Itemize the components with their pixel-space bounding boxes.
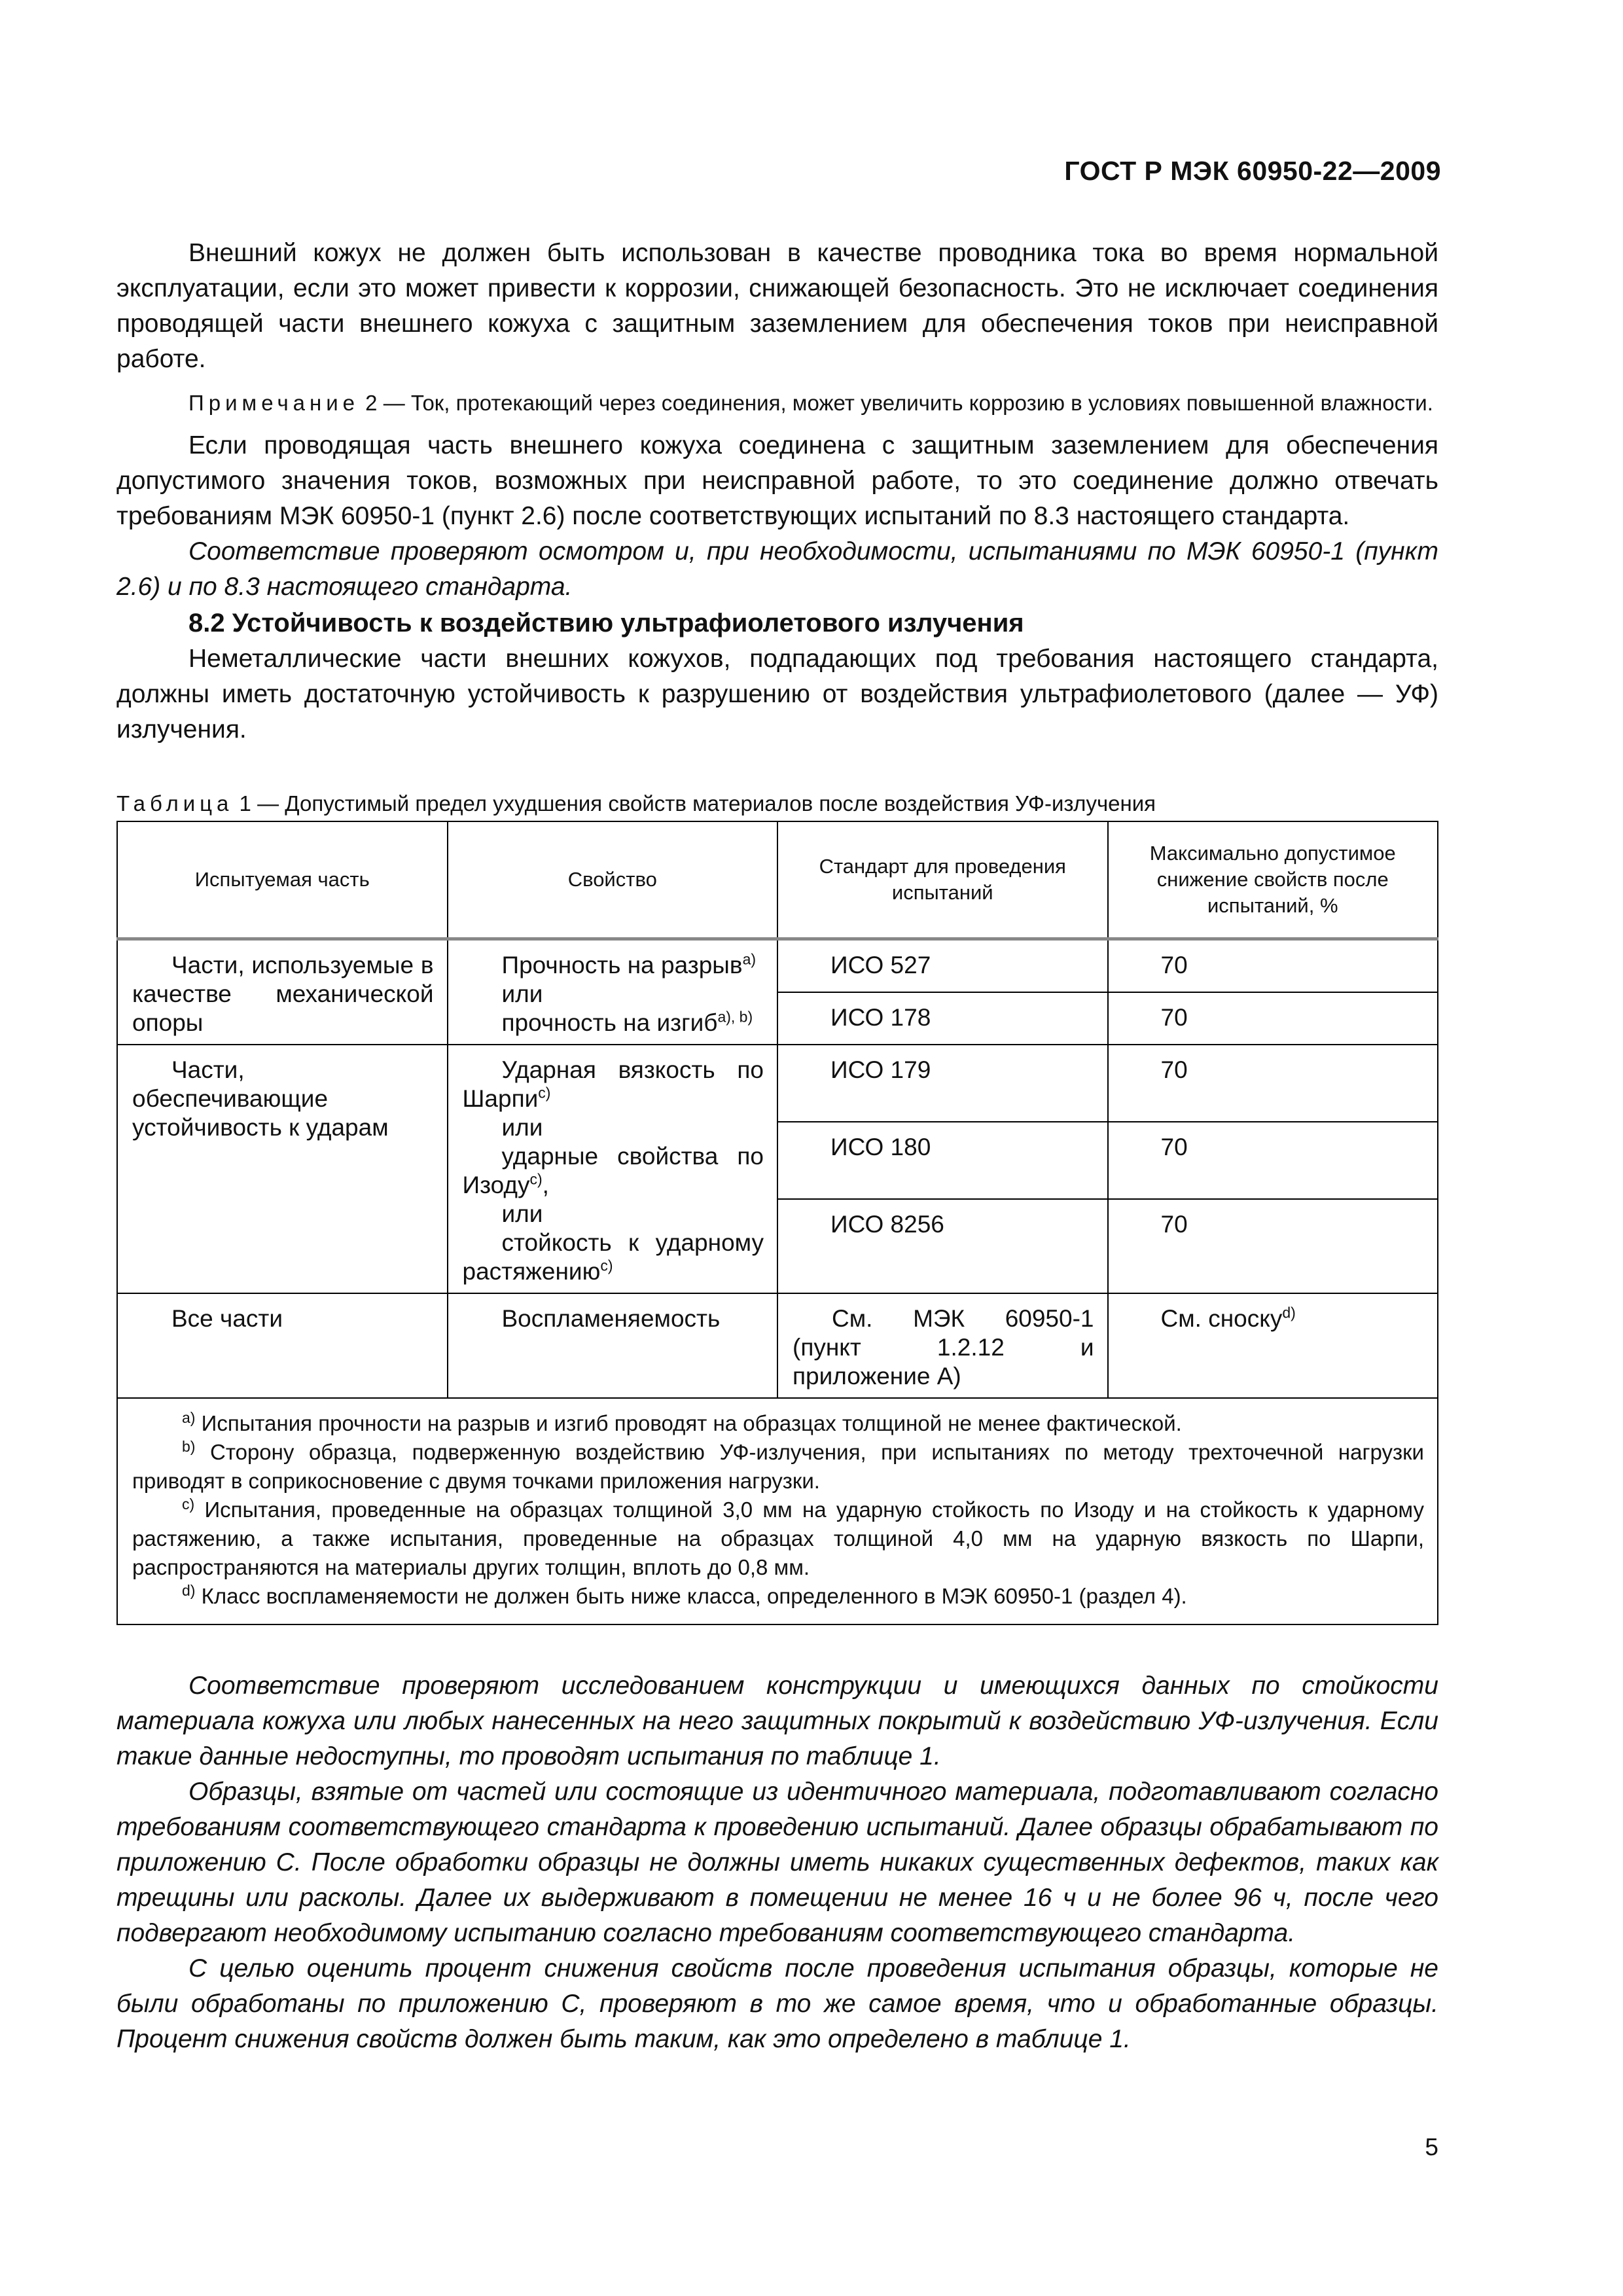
cell-standard-flammability: См. МЭК 60950-1 (пункт 1.2.12 и приложение А) <box>777 1293 1108 1398</box>
cell-standard: ИСО 179 <box>777 1045 1108 1122</box>
cell-property-impact: Ударная вязкость по Шарпи$^{с)}$ или ударные свойства по Изоду$^{с)}$, или стойкость к ударному растяжению$^{с)}$ <box>448 1045 778 1293</box>
table-footnotes <box>117 1398 1438 1624</box>
table-header-row <box>117 821 1438 939</box>
paragraph-reduction: С целью оценить процент снижения свойств после проведения испытания образцы, которые не были обработаны по приложению С, проверяют в то же самое время, что и обработанные образцы. Процент снижения свойств должен быть таким, как это определено в таблице 1. <box>116 1954 1438 2053</box>
table-footnotes-row <box>117 1398 1438 1624</box>
footnote-b: $^{b)}$ Сторону образца, подверженную воздействию УФ-излучения, при испытаниях по методу трехточечной нагрузки приводят в соприкосновение с двумя точками приложения нагрузки. <box>132 1438 1424 1493</box>
column-header-max-reduction: Максимально допустимое снижение свойств после испытаний, % <box>1108 821 1438 939</box>
cell-value: 70 <box>1108 1122 1438 1199</box>
paragraph-grounding: Если проводящая часть внешнего кожуха соединена с защитным заземлением для обеспечения допустимого значения токов, возможных при неисправной работе, то это соединение должно отвечать требованиям МЭК 60950-1 (пункт 2.6) после соответствующих испытаний по 8.3 настоящего стандарта. <box>116 431 1438 530</box>
paragraph-enclosure-current: Внешний кожух не должен быть использован в качестве проводника тока во время нормальной эксплуатации, если это может привести к коррозии, снижающей безопасность. Это не исключает соединения проводящей части внешнего кожуха с защитным заземлением для обеспечения токов при неисправной работе. <box>116 239 1438 373</box>
cell-standard: ИСО 180 <box>777 1122 1108 1199</box>
paragraph-uv-resistance: Неметаллические части внешних кожухов, подпадающих под требования настоящего стандарта, должны иметь достаточную устойчивость к разрушению от воздействия ультрафиолетового (далее — УФ) излучения. <box>116 645 1438 744</box>
cell-value: 70 <box>1108 1199 1438 1293</box>
table-row <box>117 1293 1438 1398</box>
table-row <box>117 1045 1438 1122</box>
cell-standard: ИСО 8256 <box>777 1199 1108 1293</box>
page-content <box>116 236 1438 2057</box>
cell-value: 70 <box>1108 992 1438 1045</box>
paragraph-compliance-1: Соответствие проверяют осмотром и, при необходимости, испытаниями по МЭК 60950-1 (пункт 2.6) и по 8.3 настоящего стандарта. <box>116 537 1438 601</box>
document-header: ГОСТ Р МЭК 60950-22—2009 <box>1064 156 1441 186</box>
cell-part-all: Все части <box>117 1293 448 1398</box>
cell-part-impact: Части, обеспечивающие устойчивость к ударам <box>117 1045 448 1293</box>
cell-value-flammability: См. сноску$^{d)}$ <box>1108 1293 1438 1398</box>
cell-value: 70 <box>1108 939 1438 993</box>
cell-standard: ИСО 178 <box>777 992 1108 1045</box>
footnote-c: $^{с)}$ Испытания, проведенные на образцах толщиной 3,0 мм на ударную стойкость по Изоду и на стойкость к ударному растяжению, а также испытания, проведенные на образцах толщиной 4,0 мм на ударную вязкость по Шарпи, распространяются на материалы других толщин, вплоть до 0,8 мм. <box>132 1496 1424 1579</box>
cell-property-flammability: Воспламеняемость <box>448 1293 778 1398</box>
paragraph-compliance-uv: Соответствие проверяют исследованием конструкции и имеющихся данных по стойкости материала кожуха или любых нанесенных на него защитных покрытий к воздействию УФ-излучения. Если такие данные недоступны, то проводят испытания по таблице 1. <box>116 1672 1438 1770</box>
table-row <box>117 939 1438 993</box>
cell-standard: ИСО 527 <box>777 939 1108 993</box>
column-header-property: Свойство <box>448 821 778 939</box>
table-caption-text: 1 — Допустимый предел ухудшения свойств материалов после воздействия УФ-излучения <box>233 791 1156 816</box>
footnote-d: $^{d)}$ Класс воспламеняемости не должен быть ниже класса, определенного в МЭК 60950-1 (раздел 4). <box>182 1582 1187 1608</box>
note-text: 2 — Ток, протекающий через соединения, может увеличить коррозию в условиях повышенной влажности. <box>359 391 1433 415</box>
page-number: 5 <box>1425 2134 1438 2161</box>
footnote-a: $^{а)}$ Испытания прочности на разрыв и изгиб проводят на образцах толщиной не менее фактической. <box>182 1409 1182 1435</box>
paragraph-samples: Образцы, взятые от частей или состоящие из идентичного материала, подготавливают согласно требованиям соответствующего стандарта к проведению испытаний. Далее образцы обрабатывают по приложению С. После обработки образцы не должны иметь никаких существенных дефектов, таких как трещины или расколы. Далее их выдерживают в помещении не менее 16 ч и не более 96 ч, после чего подвергают необходимому испытанию согласно требованиям соответствующего стандарта. <box>116 1778 1438 1947</box>
note-2 <box>116 387 1438 419</box>
uv-degradation-table <box>116 821 1438 1625</box>
table-caption <box>116 789 1438 818</box>
section-heading-8-2: 8.2 Устойчивость к воздействию ультрафиолетового излучения <box>188 609 1024 637</box>
cell-part-mechanical: Части, используемые в качестве механической опоры <box>117 939 448 1045</box>
table-caption-label: Таблица <box>116 791 234 816</box>
note-label: Примечание <box>188 391 360 415</box>
column-header-standard: Стандарт для проведения испытаний <box>777 821 1108 939</box>
cell-property-mechanical: Прочность на разрыв$^{а)}$ или прочность на изгиб$^{а), b)}$ <box>448 939 778 1045</box>
cell-value: 70 <box>1108 1045 1438 1122</box>
column-header-part: Испытуемая часть <box>117 821 448 939</box>
